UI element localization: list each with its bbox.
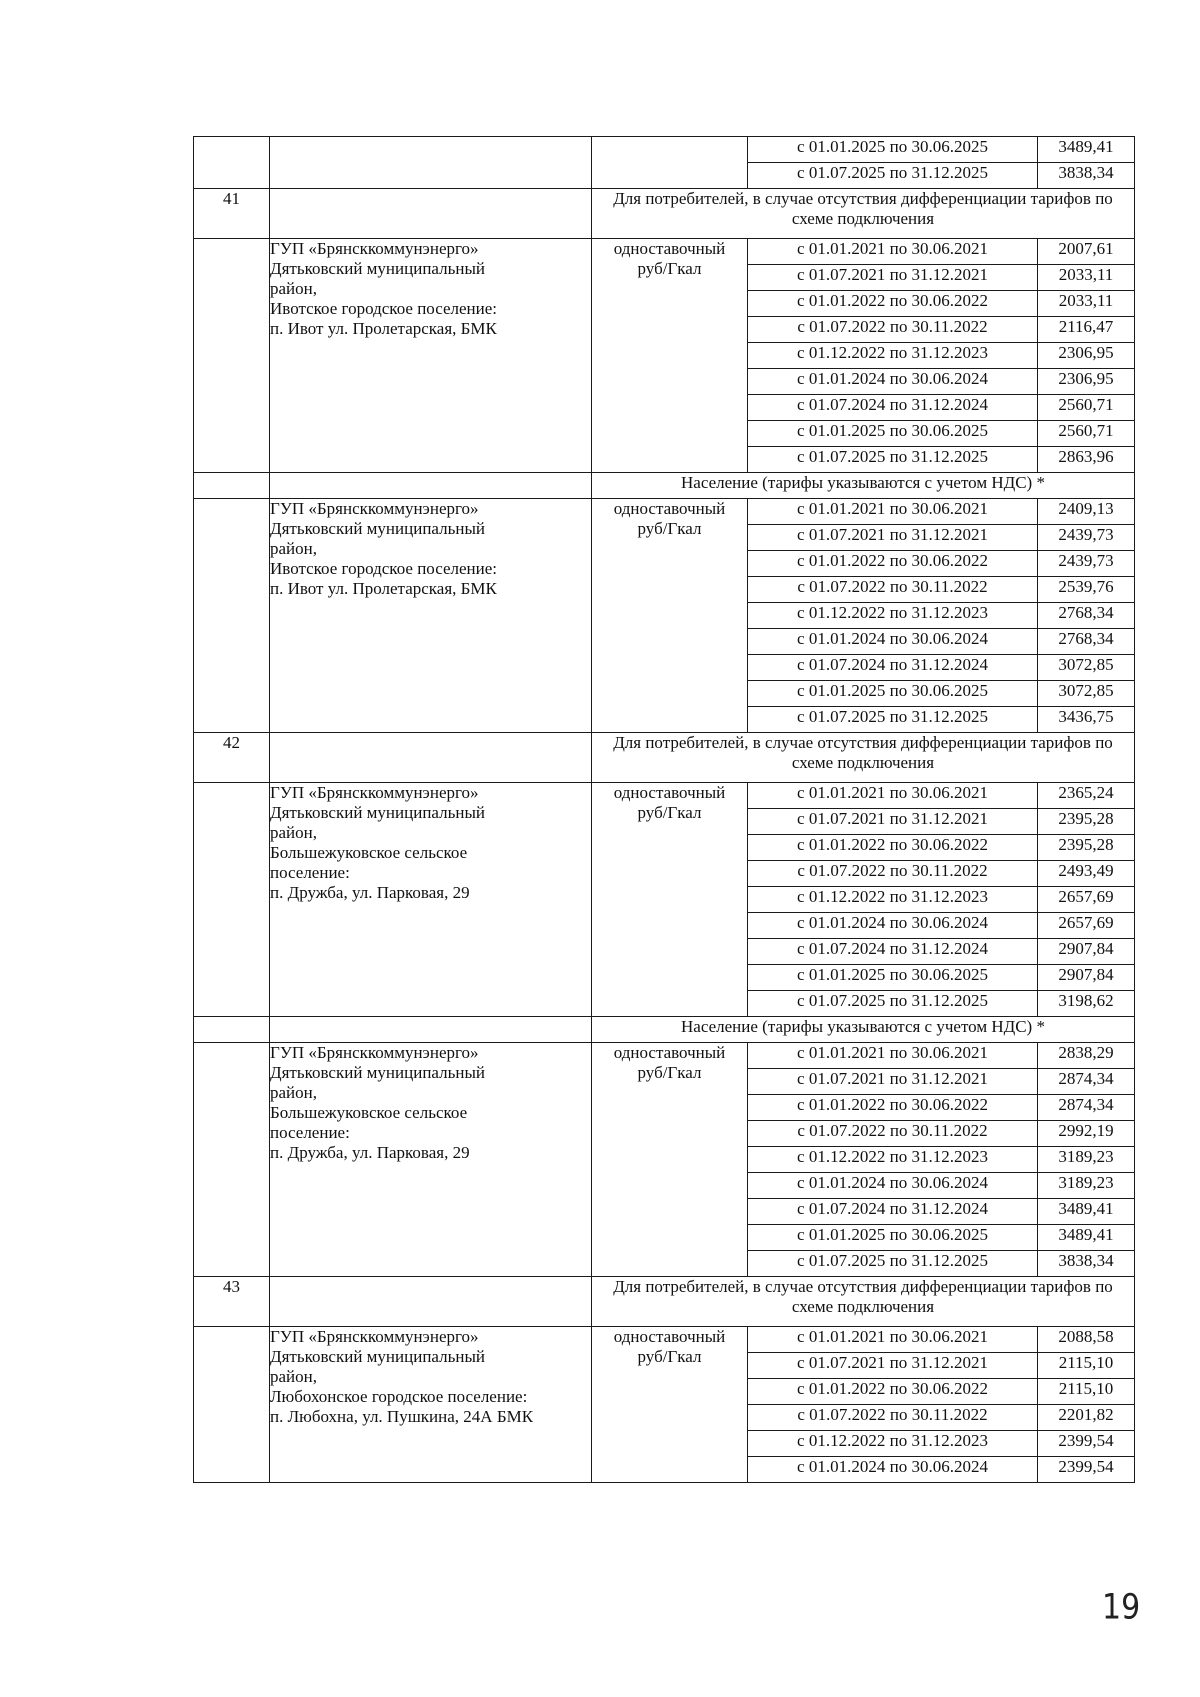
period-cell: с 01.07.2021 по 31.12.2021 [748,809,1038,835]
table-row [194,783,1135,809]
org-cell [270,733,592,783]
org-cell [270,1277,592,1327]
period-cell: с 01.01.2022 по 30.06.2022 [748,1095,1038,1121]
value-cell: 2033,11 [1038,265,1135,291]
org-cell [270,499,592,733]
unit-cell-line: одноставочный [613,239,726,258]
org-cell-line: район, [270,279,317,298]
value-cell: 2409,13 [1038,499,1135,525]
group-header: Население (тарифы указываются с учетом НДС) * [592,473,1135,499]
unit-cell-line: руб/Гкал [637,803,702,822]
unit-cell-line: руб/Гкал [637,1063,702,1082]
period-cell: с 01.01.2025 по 30.06.2025 [748,681,1038,707]
org-cell-line: район, [270,1083,317,1102]
unit-cell-line: одноставочный [613,783,726,802]
unit-cell-line: руб/Гкал [637,519,702,538]
org-cell-line: Дятьковский муниципальный [270,1347,485,1366]
org-cell-line: ГУП «Брянсккоммунэнерго» [270,783,479,802]
value-cell: 2768,34 [1038,629,1135,655]
unit-cell-line: одноставочный [613,1043,726,1062]
period-cell: с 01.07.2025 по 31.12.2025 [748,991,1038,1017]
unit-cell [592,499,748,733]
org-cell-line: Ивотское городское поселение: [270,559,498,578]
value-cell: 2306,95 [1038,343,1135,369]
org-cell [270,239,592,473]
value-cell: 2657,69 [1038,887,1135,913]
unit-cell [592,239,748,473]
value-cell: 2907,84 [1038,939,1135,965]
org-cell-line: поселение: [270,863,350,882]
number-cell [194,137,270,189]
number-cell [194,783,270,1017]
period-cell: с 01.07.2022 по 30.11.2022 [748,1121,1038,1147]
period-cell: с 01.07.2025 по 31.12.2025 [748,163,1038,189]
period-cell: с 01.12.2022 по 31.12.2023 [748,887,1038,913]
value-cell: 2874,34 [1038,1095,1135,1121]
section-number: 43 [194,1277,270,1327]
table-row [194,733,1135,783]
period-cell: с 01.07.2021 по 31.12.2021 [748,1069,1038,1095]
value-cell: 3489,41 [1038,1225,1135,1251]
period-cell: с 01.01.2024 по 30.06.2024 [748,1173,1038,1199]
value-cell: 2657,69 [1038,913,1135,939]
number-cell [194,1017,270,1043]
org-cell [270,473,592,499]
period-cell: с 01.01.2022 по 30.06.2022 [748,835,1038,861]
period-cell: с 01.01.2021 по 30.06.2021 [748,1043,1038,1069]
org-cell-line: Большежуковское сельское [270,1103,468,1122]
unit-cell-line: руб/Гкал [637,1347,702,1366]
unit-cell [592,1327,748,1483]
period-cell: с 01.01.2022 по 30.06.2022 [748,1379,1038,1405]
number-cell [194,239,270,473]
value-cell: 3189,23 [1038,1173,1135,1199]
org-cell-line: Любохонское городское поселение: [270,1387,528,1406]
number-cell [194,1327,270,1483]
value-cell: 2439,73 [1038,525,1135,551]
table-row [194,1277,1135,1327]
org-cell-line: район, [270,539,317,558]
org-cell-line: ГУП «Брянсккоммунэнерго» [270,1043,479,1062]
period-cell: с 01.01.2024 по 30.06.2024 [748,369,1038,395]
value-cell: 2560,71 [1038,421,1135,447]
period-cell: с 01.07.2021 по 31.12.2021 [748,1353,1038,1379]
number-cell [194,473,270,499]
period-cell: с 01.01.2025 по 30.06.2025 [748,137,1038,163]
period-cell: с 01.01.2021 по 30.06.2021 [748,783,1038,809]
table-row [194,1327,1135,1353]
section-number: 41 [194,189,270,239]
value-cell: 2399,54 [1038,1431,1135,1457]
org-cell-line: п. Дружба, ул. Парковая, 29 [270,883,470,902]
unit-cell-line: одноставочный [613,1327,726,1346]
period-cell: с 01.01.2024 по 30.06.2024 [748,913,1038,939]
table-row [194,1043,1135,1069]
period-cell: с 01.07.2024 по 31.12.2024 [748,1199,1038,1225]
value-cell: 3489,41 [1038,1199,1135,1225]
value-cell: 2115,10 [1038,1353,1135,1379]
group-header: Население (тарифы указываются с учетом НДС) * [592,1017,1135,1043]
period-cell: с 01.07.2024 по 31.12.2024 [748,395,1038,421]
period-cell: с 01.12.2022 по 31.12.2023 [748,1147,1038,1173]
org-cell [270,1017,592,1043]
org-cell-line: ГУП «Брянсккоммунэнерго» [270,239,479,258]
org-cell-line: Дятьковский муниципальный [270,1063,485,1082]
period-cell: с 01.01.2025 по 30.06.2025 [748,965,1038,991]
value-cell: 3838,34 [1038,163,1135,189]
org-cell-line: п. Дружба, ул. Парковая, 29 [270,1143,470,1162]
value-cell: 2033,11 [1038,291,1135,317]
period-cell: с 01.12.2022 по 31.12.2023 [748,1431,1038,1457]
org-cell-line: район, [270,1367,317,1386]
unit-cell-line: одноставочный [613,499,726,518]
period-cell: с 01.01.2025 по 30.06.2025 [748,1225,1038,1251]
value-cell: 2399,54 [1038,1457,1135,1483]
org-cell-line: Дятьковский муниципальный [270,803,485,822]
value-cell: 2768,34 [1038,603,1135,629]
tariff-table [193,136,1135,1483]
period-cell: с 01.01.2022 по 30.06.2022 [748,291,1038,317]
group-header: Для потребителей, в случае отсутствия дифференциации тарифов по схеме подключения [592,189,1135,239]
value-cell: 2395,28 [1038,809,1135,835]
value-cell: 2838,29 [1038,1043,1135,1069]
period-cell: с 01.01.2021 по 30.06.2021 [748,1327,1038,1353]
value-cell: 2115,10 [1038,1379,1135,1405]
period-cell: с 01.07.2024 по 31.12.2024 [748,655,1038,681]
value-cell: 2116,47 [1038,317,1135,343]
period-cell: с 01.07.2025 по 31.12.2025 [748,447,1038,473]
value-cell: 3198,62 [1038,991,1135,1017]
value-cell: 2493,49 [1038,861,1135,887]
value-cell: 2863,96 [1038,447,1135,473]
value-cell: 2007,61 [1038,239,1135,265]
value-cell: 3838,34 [1038,1251,1135,1277]
page-number: 19 [1102,1587,1141,1628]
period-cell: с 01.07.2022 по 30.11.2022 [748,861,1038,887]
value-cell: 2306,95 [1038,369,1135,395]
org-cell [270,1043,592,1277]
value-cell: 2907,84 [1038,965,1135,991]
number-cell [194,1043,270,1277]
unit-cell-line: руб/Гкал [637,259,702,278]
value-cell: 3489,41 [1038,137,1135,163]
org-cell-line: ГУП «Брянсккоммунэнерго» [270,1327,479,1346]
org-cell [270,189,592,239]
value-cell: 2874,34 [1038,1069,1135,1095]
org-cell-line: Ивотское городское поселение: [270,299,498,318]
table-row [194,1017,1135,1043]
table-row [194,137,1135,163]
unit-cell [592,1043,748,1277]
value-cell: 2560,71 [1038,395,1135,421]
period-cell: с 01.07.2022 по 30.11.2022 [748,1405,1038,1431]
period-cell: с 01.07.2025 по 31.12.2025 [748,1251,1038,1277]
org-cell-line: Дятьковский муниципальный [270,519,485,538]
org-cell [270,783,592,1017]
value-cell: 3189,23 [1038,1147,1135,1173]
period-cell: с 01.07.2022 по 30.11.2022 [748,577,1038,603]
org-cell [270,1327,592,1483]
group-header: Для потребителей, в случае отсутствия дифференциации тарифов по схеме подключения [592,1277,1135,1327]
table-row [194,189,1135,239]
period-cell: с 01.07.2021 по 31.12.2021 [748,265,1038,291]
period-cell: с 01.12.2022 по 31.12.2023 [748,343,1038,369]
period-cell: с 01.07.2024 по 31.12.2024 [748,939,1038,965]
value-cell: 2365,24 [1038,783,1135,809]
value-cell: 3436,75 [1038,707,1135,733]
value-cell: 2201,82 [1038,1405,1135,1431]
table-row [194,473,1135,499]
section-number: 42 [194,733,270,783]
org-cell [270,137,592,189]
period-cell: с 01.07.2025 по 31.12.2025 [748,707,1038,733]
org-cell-line: Большежуковское сельское [270,843,468,862]
period-cell: с 01.01.2021 по 30.06.2021 [748,239,1038,265]
period-cell: с 01.01.2022 по 30.06.2022 [748,551,1038,577]
org-cell-line: ГУП «Брянсккоммунэнерго» [270,499,479,518]
unit-cell [592,137,748,189]
org-cell-line: п. Ивот ул. Пролетарская, БМК [270,579,497,598]
value-cell: 2088,58 [1038,1327,1135,1353]
table-row [194,239,1135,265]
unit-cell [592,783,748,1017]
org-cell-line: п. Ивот ул. Пролетарская, БМК [270,319,497,338]
period-cell: с 01.01.2024 по 30.06.2024 [748,629,1038,655]
group-header: Для потребителей, в случае отсутствия дифференциации тарифов по схеме подключения [592,733,1135,783]
value-cell: 2539,76 [1038,577,1135,603]
org-cell-line: Дятьковский муниципальный [270,259,485,278]
number-cell [194,499,270,733]
value-cell: 2395,28 [1038,835,1135,861]
org-cell-line: поселение: [270,1123,350,1142]
org-cell-line: район, [270,823,317,842]
period-cell: с 01.01.2021 по 30.06.2021 [748,499,1038,525]
value-cell: 3072,85 [1038,655,1135,681]
period-cell: с 01.07.2022 по 30.11.2022 [748,317,1038,343]
period-cell: с 01.07.2021 по 31.12.2021 [748,525,1038,551]
period-cell: с 01.01.2025 по 30.06.2025 [748,421,1038,447]
period-cell: с 01.12.2022 по 31.12.2023 [748,603,1038,629]
value-cell: 3072,85 [1038,681,1135,707]
value-cell: 2992,19 [1038,1121,1135,1147]
period-cell: с 01.01.2024 по 30.06.2024 [748,1457,1038,1483]
value-cell: 2439,73 [1038,551,1135,577]
org-cell-line: п. Любохна, ул. Пушкина, 24А БМК [270,1407,534,1426]
table-row [194,499,1135,525]
